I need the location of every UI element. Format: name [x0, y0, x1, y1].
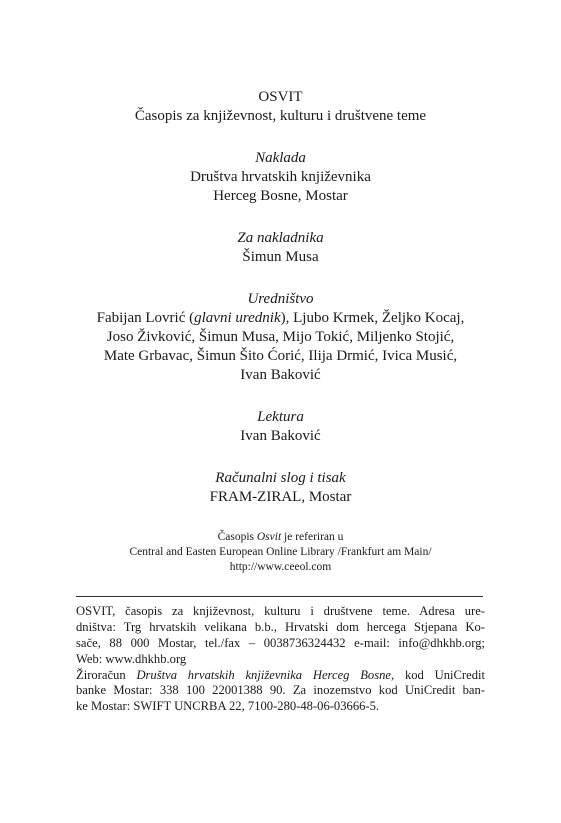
- editorial-label: Uredništvo: [247, 291, 314, 307]
- imprint-line-6: banke Mostar: 338 100 22001388 90. Za inozemstvo kod UniCredit ban-: [76, 683, 485, 698]
- giro-account-owner: Društva hrvatskih književnika Herceg Bosne: [136, 667, 392, 682]
- imprint-block: [76, 604, 485, 715]
- indexing-pre: Časopis: [217, 531, 257, 543]
- editorial-line-4: Ivan Baković: [240, 367, 321, 383]
- indexing-line-1: [40, 530, 521, 544]
- printing-label: Računalni slog i tisak: [215, 470, 346, 486]
- publisher-line-2: Herceg Bosne, Mostar: [213, 188, 348, 204]
- publisher-line-1: Društva hrvatskih književnika: [190, 169, 371, 185]
- imprint-line-2: dništva: Trg hrvatskih velikana b.b., Hrvatski dom hercega Stjepana Ko-: [76, 619, 485, 634]
- editorial-line-3: Mate Grbavac, Šimun Šito Ćorić, Ilija Drmić, Ivica Musić,: [103, 348, 458, 364]
- for-publisher-label: Za nakladnika: [237, 230, 324, 246]
- for-publisher-name: Šimun Musa: [242, 249, 319, 265]
- editorial-line-1: [40, 309, 521, 328]
- indexing-line-2: Central and Easten European Online Library /Frankfurt am Main/: [129, 546, 432, 558]
- indexing-url: http://www.ceeol.com: [229, 561, 332, 573]
- imprint-line-7: ke Mostar: SWIFT UNCRBA 22, 7100-280-48-06-03666-5.: [76, 699, 380, 714]
- giro-account-label: Žiroračun: [76, 667, 137, 682]
- editorial-line-2: Joso Živković, Šimun Musa, Mijo Tokić, Miljenko Stojić,: [106, 329, 455, 345]
- publisher-label: Naklada: [255, 150, 306, 166]
- imprint-line-4: Web: www.dhkhb.org: [76, 651, 187, 666]
- giro-account-bank: , kod UniCredit: [391, 667, 485, 682]
- journal-title: OSVIT: [258, 89, 303, 105]
- journal-subtitle: Časopis za književnost, kulturu i društvene teme: [134, 108, 427, 124]
- imprint-divider: [76, 596, 483, 597]
- indexing-post: je referiran u: [281, 531, 344, 543]
- editorial-line-1-rest: ), Ljubo Krmek, Željko Kocaj,: [280, 310, 465, 326]
- editor-in-chief-name: Fabijan Lovrić (: [96, 310, 195, 326]
- editor-in-chief-role: glavni urednik: [194, 310, 281, 326]
- imprint-line-1: OSVIT, časopis za književnost, kulturu i društvene teme. Adresa ure-: [76, 604, 485, 618]
- imprint-line-5: [76, 668, 485, 684]
- proofreading-name: Ivan Baković: [240, 428, 321, 444]
- indexing-journal-name: Osvit: [256, 531, 282, 543]
- printing-name: FRAM-ZIRAL, Mostar: [209, 489, 352, 505]
- imprint-line-3: sače, 88 000 Mostar, tel./fax – 0038736324432 e-mail: info@dhkhb.org;: [76, 635, 485, 650]
- proofreading-label: Lektura: [257, 409, 304, 425]
